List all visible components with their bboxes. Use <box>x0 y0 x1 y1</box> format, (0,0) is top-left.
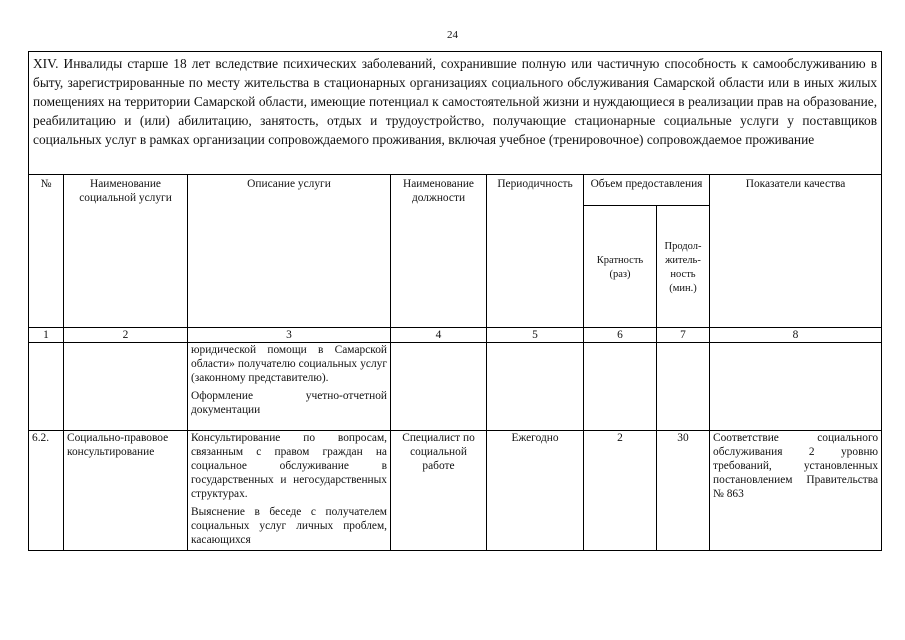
column-number: 6 <box>584 328 657 343</box>
header-description: Описание услуги <box>188 175 391 328</box>
row-service-name: Социально-правовое консультирование <box>64 431 188 551</box>
column-number: 5 <box>487 328 584 343</box>
page-number: 24 <box>447 29 458 41</box>
services-table <box>28 51 882 551</box>
header-service-name: Наименование социальной услуги <box>64 175 188 328</box>
column-number: 8 <box>710 328 882 343</box>
continuation-multiplicity-cell <box>584 343 657 431</box>
continuation-quality-cell <box>710 343 882 431</box>
column-number: 7 <box>657 328 710 343</box>
header-periodicity: Периодичность <box>487 175 584 328</box>
section-title: XIV. Инвалиды старше 18 лет вследствие психических заболеваний, сохранившие полную или частичную способность к самообслуживанию в быту, зарегистрированные по месту жительства в стационарных организациях социального обслуживания Самарской области или в иных жилых помещениях на территории Самарской области, имеющие потенциал к самостоятельной жизни и нуждающиеся в реализации прав на образование, реабилитацию и (или) абилитацию, занятость, отдых и трудоустройство, получающие стационарные социальные услуги у поставщиков социальных услуг в рамках организации сопровождаемого проживания, включая учебное (тренировочное) сопровождаемое проживание <box>29 52 882 175</box>
description-paragraph: Оформление учетно-отчетной документации <box>191 390 387 416</box>
row-description <box>188 431 391 551</box>
description-paragraph: Консультирование по вопросам, связанным с правом граждан на социальное обслуживание в государственных и негосударственных структурах. <box>191 432 387 500</box>
header-num: № <box>29 175 64 328</box>
section-title-row <box>29 52 882 175</box>
row-periodicity: Ежегодно <box>487 431 584 551</box>
description-paragraph: юридической помощи в Самарской области» получателю социальных услуг (законному представителю). <box>191 344 387 384</box>
services-table-container <box>28 51 881 556</box>
continuation-description-cell <box>188 343 391 431</box>
header-quality: Показатели качества <box>710 175 882 328</box>
header-row <box>29 175 882 206</box>
column-number-row <box>29 328 882 343</box>
row-position: Специалист по социальной работе <box>391 431 487 551</box>
table-row <box>29 343 882 431</box>
column-number: 3 <box>188 328 391 343</box>
header-volume: Объем предоставления <box>584 175 710 206</box>
row-multiplicity: 2 <box>584 431 657 551</box>
continuation-num-cell <box>29 343 64 431</box>
header-position: Наименование должности <box>391 175 487 328</box>
row-duration: 30 <box>657 431 710 551</box>
continuation-periodicity-cell <box>487 343 584 431</box>
continuation-position-cell <box>391 343 487 431</box>
table-row <box>29 431 882 551</box>
continuation-duration-cell <box>657 343 710 431</box>
row-num: 6.2. <box>29 431 64 551</box>
continuation-name-cell <box>64 343 188 431</box>
header-duration: Продол-житель-ность (мин.) <box>657 206 710 328</box>
column-number: 2 <box>64 328 188 343</box>
column-number: 1 <box>29 328 64 343</box>
header-multiplicity: Кратность (раз) <box>584 206 657 328</box>
description-paragraph: Выяснение в беседе с получателем социальных услуг личных проблем, касающихся <box>191 506 387 546</box>
column-number: 4 <box>391 328 487 343</box>
row-quality: Соответствие социального обслуживания 2 уровню требований, установленных постановлением Правительства № 863 <box>710 431 882 551</box>
